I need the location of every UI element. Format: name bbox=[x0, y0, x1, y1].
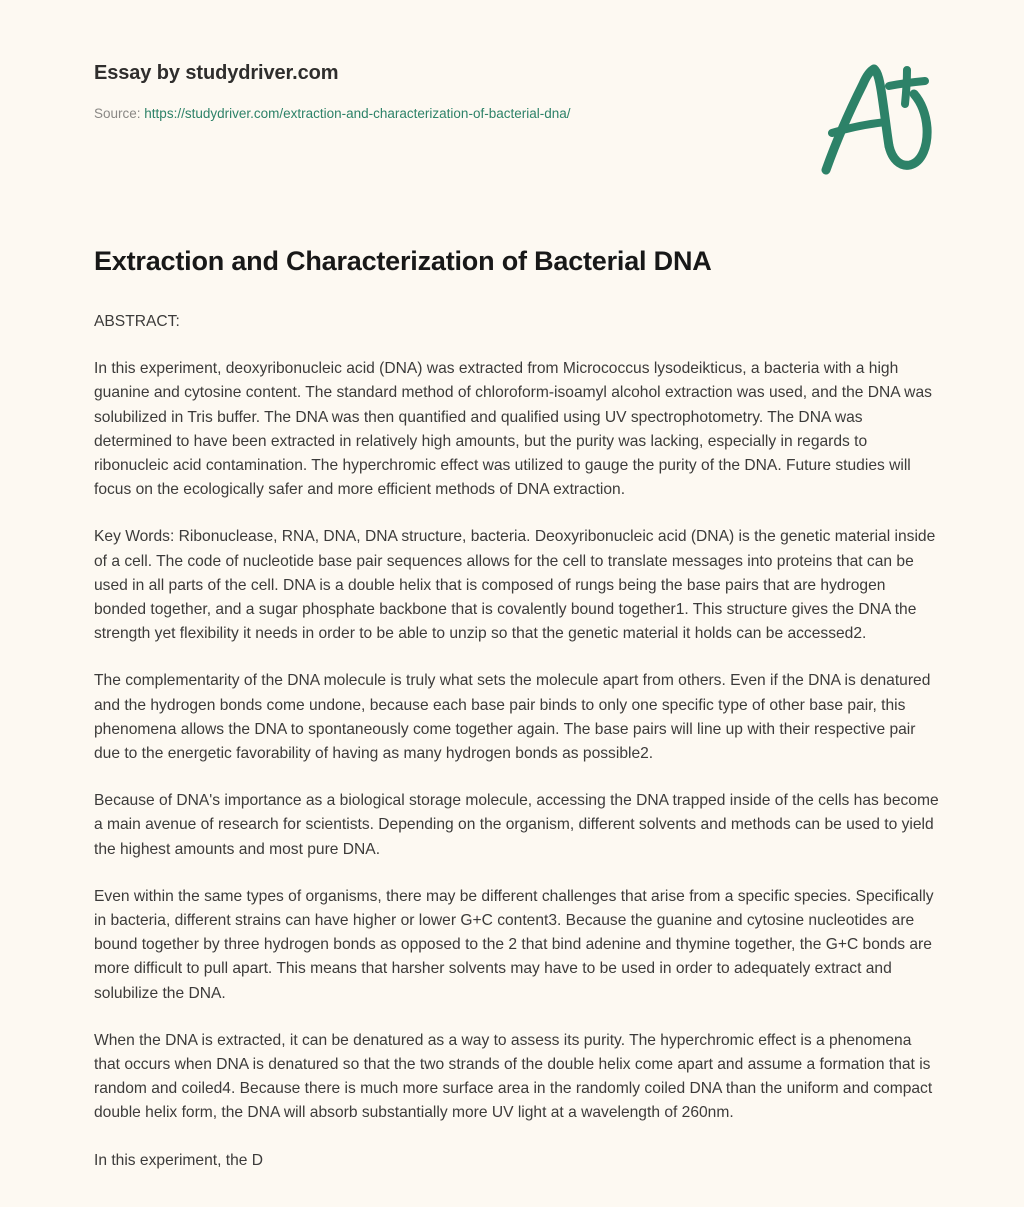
source-label: Source: bbox=[94, 106, 141, 121]
paragraph-truncated: In this experiment, the D bbox=[94, 1151, 264, 1169]
paragraph: When the DNA is extracted, it can be denatured as a way to assess its purity. The hyperchromic effect is a phenomena that occurs when DNA is denatured so that the two strands of the double helix come apart and assume a formation that is random and coiled4. Because there is much more surface area in the randomly coiled DNA than the uniform and compact double helix form, the DNA will absorb substantially more UV light at a wavelength of 260nm. bbox=[94, 1031, 933, 1122]
article-body bbox=[94, 243, 939, 1173]
header-text-block bbox=[94, 60, 794, 123]
paragraph-abstract-label: ABSTRACT: bbox=[94, 313, 180, 330]
a-plus-icon bbox=[806, 58, 936, 178]
paragraph: In this experiment, deoxyribonucleic acid (DNA) was extracted from Micrococcus lysodeikticus, a bacteria with a high guanine and cytosine content. The standard method of chloroform-isoamyl alcohol extraction was used, and the DNA was solubilized in Tris buffer. The DNA was then quantified and qualified using UV spectrophotometry. The DNA was determined to have been extracted in relatively high amounts, but the purity was lacking, especially in regards to ribonucleic acid contamination. The hyperchromic effect was utilized to gauge the purity of the DNA. Future studies will focus on the ecologically safer and more efficient methods of DNA extraction. bbox=[94, 360, 932, 499]
source-url-link[interactable]: https://studydriver.com/extraction-and-characterization-of-bacterial-dna/ bbox=[144, 106, 571, 121]
paragraph: The complementarity of the DNA molecule is truly what sets the molecule apart from others. Even if the DNA is denatured and the hydrogen bonds come undone, because each base pair binds to only one specific type of other base pair, this phenomena allows the DNA to spontaneously come together again. The base pairs will line up with their respective pair due to the energetic favorability of having as many hydrogen bonds as possible2. bbox=[94, 672, 931, 763]
studydriver-logo[interactable] bbox=[806, 58, 936, 178]
page-title: Extraction and Characterization of Bacterial DNA bbox=[94, 246, 712, 276]
source-line bbox=[94, 105, 794, 123]
brand-byline: Essay by studydriver.com bbox=[94, 62, 339, 84]
paragraph: Key Words: Ribonuclease, RNA, DNA, DNA structure, bacteria. Deoxyribonucleic acid (DNA) is the genetic material inside of a cell. The code of nucleotide base pair sequences allows for the cell to translate messages into proteins that can be used in all parts of the cell. DNA is a double helix that is composed of rungs being the base pairs that are hydrogen bonded together, and a sugar phosphate backbone that is covalently bound together1. This structure gives the DNA the strength yet flexibility it needs in order to be able to unzip so that the genetic material it holds can be accessed2. bbox=[94, 528, 936, 643]
paragraph: Even within the same types of organisms, there may be different challenges that arise from a specific species. Specifically in bacteria, different strains can have higher or lower G+C content3. Because the guanine and cytosine nucleotides are bound together by three hydrogen bonds as opposed to the 2 that bind adenine and thymine together, the G+C bonds are more difficult to pull apart. This means that harsher solvents may have to be used in order to adequately extract and solubilize the DNA. bbox=[94, 887, 934, 1002]
paragraph: Because of DNA's importance as a biological storage molecule, accessing the DNA trapped inside of the cells has become a main avenue of research for scientists. Depending on the organism, different solvents and methods can be used to yield the highest amounts and most pure DNA. bbox=[94, 792, 939, 858]
page-header bbox=[0, 0, 1024, 200]
